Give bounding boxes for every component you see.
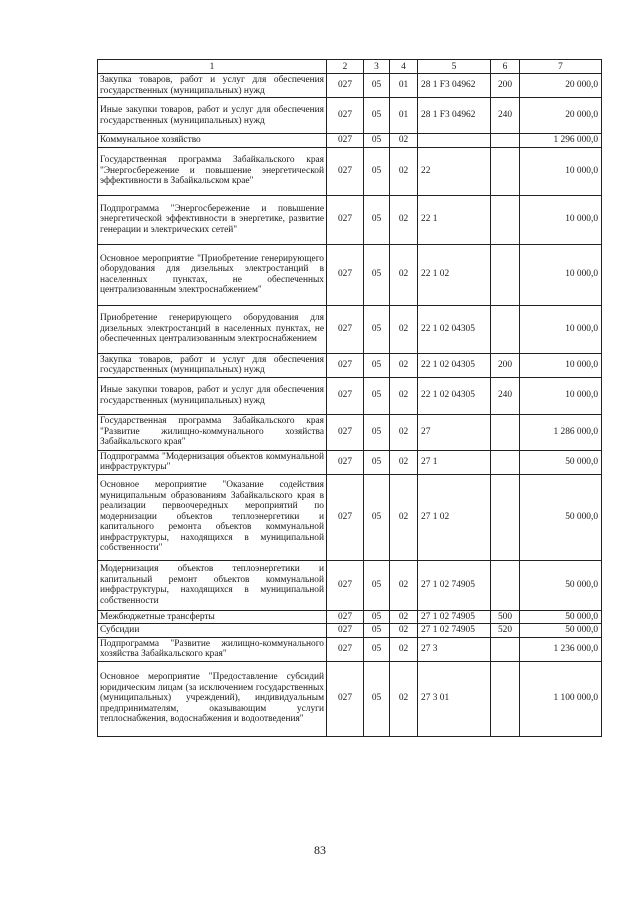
row-vr-code: [491, 305, 520, 353]
row-gr-code: 027: [327, 147, 364, 195]
row-vr-code: [491, 637, 520, 661]
row-vr-code: [491, 147, 520, 195]
table-row: [98, 624, 602, 638]
row-csr-code: 27: [418, 414, 491, 450]
row-gr-code: 027: [327, 244, 364, 305]
row-csr-code: 22 1: [418, 195, 491, 244]
col-header-6: 6: [491, 60, 520, 74]
row-pr-code: 02: [390, 474, 418, 560]
row-pr-code: 02: [390, 353, 418, 377]
row-vr-code: 240: [491, 377, 520, 414]
row-pr-code: 01: [390, 74, 418, 98]
row-pr-code: 02: [390, 244, 418, 305]
row-pr-code: 02: [390, 624, 418, 638]
row-csr-code: 22 1 02 04305: [418, 305, 491, 353]
row-name: Подпрограмма "Модернизация объектов коммунальной инфраструктуры": [98, 450, 327, 474]
row-gr-code: 027: [327, 305, 364, 353]
row-rz-code: 05: [364, 624, 390, 638]
row-name: Основное мероприятие "Предоставление субсидий юридическим лицам (за исключением государственных (муниципальных) учреждений), индивидуальным предпринимателям, оказывающим услуги теплоснабжения, водоснабжения и водоотведения": [98, 661, 327, 736]
row-name: Приобретение генерирующего оборудования для дизельных электростанций в населенных пунктах, не обеспеченных централизованным электроснабжением: [98, 305, 327, 353]
row-amount: 1 100 000,0: [520, 661, 602, 736]
table-row: [98, 637, 602, 661]
header-row: [98, 60, 602, 74]
row-name: Модернизация объектов теплоэнергетики и капитальный ремонт объектов коммунальной инфраструктуры, находящихся в муниципальной собственности: [98, 560, 327, 610]
row-rz-code: 05: [364, 134, 390, 148]
row-vr-code: [491, 414, 520, 450]
row-rz-code: 05: [364, 244, 390, 305]
row-vr-code: [491, 134, 520, 148]
row-name: Закупка товаров, работ и услуг для обеспечения государственных (муниципальных) нужд: [98, 353, 327, 377]
row-csr-code: 28 1 F3 04962: [418, 74, 491, 98]
row-csr-code: 27 1 02: [418, 474, 491, 560]
row-rz-code: 05: [364, 377, 390, 414]
table-row: [98, 661, 602, 736]
row-pr-code: 02: [390, 560, 418, 610]
row-pr-code: 02: [390, 637, 418, 661]
row-amount: 10 000,0: [520, 305, 602, 353]
row-gr-code: 027: [327, 624, 364, 638]
row-vr-code: 240: [491, 98, 520, 134]
row-rz-code: 05: [364, 98, 390, 134]
col-header-5: 5: [418, 60, 491, 74]
row-rz-code: 05: [364, 74, 390, 98]
row-csr-code: 22 1 02 04305: [418, 377, 491, 414]
row-amount: 10 000,0: [520, 377, 602, 414]
row-csr-code: 22: [418, 147, 491, 195]
row-amount: 10 000,0: [520, 195, 602, 244]
row-pr-code: 02: [390, 414, 418, 450]
row-pr-code: 02: [390, 450, 418, 474]
row-name: Основное мероприятие "Оказание содействия муниципальным образованиям Забайкальского края в реализации первоочередных мероприятий по модернизации объектов теплоэнергетики и капитального ремонта объектов коммунальной инфраструктуры, находящихся в муниципальной собственности": [98, 474, 327, 560]
row-pr-code: 02: [390, 377, 418, 414]
row-name: Межбюджетные трансферты: [98, 610, 327, 624]
row-csr-code: 27 1: [418, 450, 491, 474]
row-amount: 50 000,0: [520, 610, 602, 624]
row-rz-code: 05: [364, 610, 390, 624]
row-rz-code: 05: [364, 637, 390, 661]
table-row: [98, 610, 602, 624]
row-gr-code: 027: [327, 414, 364, 450]
row-amount: 50 000,0: [520, 450, 602, 474]
row-amount: 50 000,0: [520, 560, 602, 610]
row-amount: 10 000,0: [520, 353, 602, 377]
row-rz-code: 05: [364, 560, 390, 610]
table-body: [98, 60, 602, 737]
row-vr-code: [491, 450, 520, 474]
row-name: Иные закупки товаров, работ и услуг для обеспечения государственных (муниципальных) нужд: [98, 377, 327, 414]
row-rz-code: 05: [364, 195, 390, 244]
row-gr-code: 027: [327, 474, 364, 560]
row-name: Государственная программа Забайкальского края "Энергосбережение и повышение энергетической эффективности в Забайкальском крае": [98, 147, 327, 195]
row-amount: 20 000,0: [520, 98, 602, 134]
row-pr-code: 02: [390, 195, 418, 244]
row-gr-code: 027: [327, 98, 364, 134]
col-header-3: 3: [364, 60, 390, 74]
table-row: [98, 353, 602, 377]
row-name: Иные закупки товаров, работ и услуг для обеспечения государственных (муниципальных) нужд: [98, 98, 327, 134]
row-amount: 1 286 000,0: [520, 414, 602, 450]
row-csr-code: 27 1 02 74905: [418, 610, 491, 624]
row-amount: 10 000,0: [520, 244, 602, 305]
row-pr-code: 01: [390, 98, 418, 134]
row-rz-code: 05: [364, 474, 390, 560]
row-rz-code: 05: [364, 305, 390, 353]
row-pr-code: 02: [390, 134, 418, 148]
row-csr-code: 22 1 02: [418, 244, 491, 305]
row-name: Подпрограмма "Энергосбережение и повышение энергетической эффективности в энергетике, развитие генерации и электрических сетей": [98, 195, 327, 244]
col-header-7: 7: [520, 60, 602, 74]
row-pr-code: 02: [390, 305, 418, 353]
table-row: [98, 305, 602, 353]
row-vr-code: 500: [491, 610, 520, 624]
table-row: [98, 474, 602, 560]
row-csr-code: 27 3: [418, 637, 491, 661]
row-name: Закупка товаров, работ и услуг для обеспечения государственных (муниципальных) нужд: [98, 74, 327, 98]
row-gr-code: 027: [327, 353, 364, 377]
table-row: [98, 74, 602, 98]
row-csr-code: 27 1 02 74905: [418, 624, 491, 638]
row-gr-code: 027: [327, 74, 364, 98]
table-row: [98, 450, 602, 474]
row-gr-code: 027: [327, 134, 364, 148]
table-row: [98, 134, 602, 148]
row-vr-code: 520: [491, 624, 520, 638]
row-vr-code: [491, 244, 520, 305]
row-pr-code: 02: [390, 147, 418, 195]
table-row: [98, 147, 602, 195]
row-amount: 1 296 000,0: [520, 134, 602, 148]
row-vr-code: [491, 474, 520, 560]
row-rz-code: 05: [364, 414, 390, 450]
row-pr-code: 02: [390, 610, 418, 624]
table-row: [98, 377, 602, 414]
budget-table: [97, 59, 602, 737]
table-row: [98, 195, 602, 244]
row-amount: 1 236 000,0: [520, 637, 602, 661]
row-gr-code: 027: [327, 637, 364, 661]
row-amount: 50 000,0: [520, 474, 602, 560]
row-csr-code: 27 3 01: [418, 661, 491, 736]
row-rz-code: 05: [364, 147, 390, 195]
row-rz-code: 05: [364, 353, 390, 377]
row-name: Государственная программа Забайкальского края "Развитие жилищно-коммунального хозяйства Забайкальского края": [98, 414, 327, 450]
row-csr-code: 27 1 02 74905: [418, 560, 491, 610]
page-number: 83: [314, 843, 326, 857]
row-csr-code: 28 1 F3 04962: [418, 98, 491, 134]
col-header-4: 4: [390, 60, 418, 74]
col-header-2: 2: [327, 60, 364, 74]
row-vr-code: [491, 560, 520, 610]
row-amount: 50 000,0: [520, 624, 602, 638]
row-gr-code: 027: [327, 377, 364, 414]
row-name: Субсидии: [98, 624, 327, 638]
table-row: [98, 244, 602, 305]
row-pr-code: 02: [390, 661, 418, 736]
row-gr-code: 027: [327, 450, 364, 474]
col-header-1: 1: [98, 60, 327, 74]
row-amount: 10 000,0: [520, 147, 602, 195]
row-vr-code: [491, 195, 520, 244]
table-row: [98, 98, 602, 134]
row-amount: 20 000,0: [520, 74, 602, 98]
row-gr-code: 027: [327, 195, 364, 244]
row-gr-code: 027: [327, 560, 364, 610]
row-name: Коммунальное хозяйство: [98, 134, 327, 148]
row-vr-code: 200: [491, 74, 520, 98]
row-rz-code: 05: [364, 661, 390, 736]
row-vr-code: [491, 661, 520, 736]
row-rz-code: 05: [364, 450, 390, 474]
row-csr-code: [418, 134, 491, 148]
row-name: Основное мероприятие "Приобретение генерирующего оборудования для дизельных электростанций в населенных пунктах, не обеспеченных централизованным электроснабжением": [98, 244, 327, 305]
row-gr-code: 027: [327, 610, 364, 624]
table-row: [98, 560, 602, 610]
row-vr-code: 200: [491, 353, 520, 377]
table-row: [98, 414, 602, 450]
row-name: Подпрограмма "Развитие жилищно-коммунального хозяйства Забайкальского края": [98, 637, 327, 661]
row-gr-code: 027: [327, 661, 364, 736]
row-csr-code: 22 1 02 04305: [418, 353, 491, 377]
